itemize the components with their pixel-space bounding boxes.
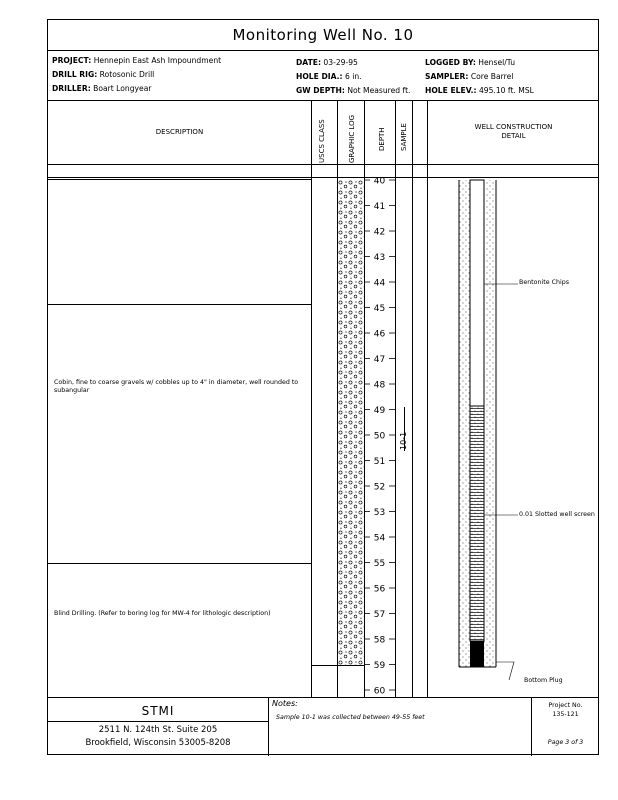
depth-tick-label: 43 <box>373 252 386 263</box>
depth-tick-label: 51 <box>373 456 386 467</box>
notes-text: Sample 10-1 was collected between 49-55 feet <box>276 714 425 721</box>
project-value: Hennepin East Ash Impoundment <box>93 56 222 65</box>
depth-tick-label: 53 <box>373 507 386 518</box>
drill-rig-value: Rotosonic Drill <box>99 70 155 79</box>
depth-tick-label: 56 <box>373 584 386 595</box>
well-log-sheet <box>47 19 599 755</box>
well-construction-header: WELL CONSTRUCTION DETAIL <box>474 123 553 140</box>
depth-tick-label: 54 <box>373 533 386 544</box>
project-row: PROJECT: Hennepin East Ash Impoundment <box>52 56 222 65</box>
depth-tick-label: 42 <box>373 227 386 238</box>
uscs-class-header: USCS CLASS <box>318 119 326 163</box>
annular-label: Bentonite Chips <box>519 279 570 286</box>
sample-id: 10-1 <box>399 431 408 450</box>
description-unit-2: Blind Drilling. (Refer to boring log for MW-4 for lithologic description) <box>54 610 271 617</box>
depth-tick-label: 46 <box>373 329 386 340</box>
depth-tick-label: 58 <box>373 635 386 646</box>
depth-tick-label: 52 <box>373 482 386 493</box>
page-title: Monitoring Well No. 10 <box>232 26 414 44</box>
project-no-value: 135-121 <box>552 711 579 718</box>
depth-tick-label: 44 <box>373 278 386 289</box>
depth-tick-label: 40 <box>373 176 386 187</box>
depth-tick-label: 55 <box>373 558 386 569</box>
hole-dia-value: 6 in. <box>344 72 362 81</box>
divider <box>48 697 598 698</box>
depth-tick-label: 45 <box>373 303 386 314</box>
depth-tick-label: 59 <box>373 660 386 671</box>
company-address-1: 2511 N. 124th St. Suite 205 <box>98 725 218 735</box>
depth-tick-label: 48 <box>373 380 386 391</box>
bottom-plug-label: Bottom Plug <box>524 677 563 684</box>
sample-header: SAMPLE <box>400 123 408 151</box>
sampler-row: SAMPLER: Core Barrel <box>425 72 514 81</box>
column-line <box>268 697 269 756</box>
log-graphics <box>48 20 600 756</box>
depth-tick-label: 60 <box>373 686 386 697</box>
company-address-2: Brookfield, Wisconsin 53005-8208 <box>85 738 231 748</box>
notes-label: Notes: <box>272 699 298 708</box>
screen-label: 0.01 Slotted well screen <box>519 511 595 518</box>
depth-axis <box>364 176 395 696</box>
gravel-pattern <box>338 180 364 665</box>
depth-tick-label: 41 <box>373 201 386 212</box>
depth-tick-label: 49 <box>373 405 386 416</box>
logged-by-row: LOGGED BY: Hensel/Tu <box>425 58 516 67</box>
project-no-label: Project No. <box>548 702 583 709</box>
drill-rig-row: DRILL RIG: Rotosonic Drill <box>52 70 155 79</box>
gw-depth-value: Not Measured ft. <box>347 86 411 95</box>
description-header: DESCRIPTION <box>155 128 204 136</box>
divider <box>48 721 268 722</box>
depth-tick-label: 57 <box>373 609 386 620</box>
description-unit-1: Cobin, fine to coarse gravels w/ cobbles up to 4" in diameter, well rounded to subangular <box>54 379 299 394</box>
graphic-log-header: GRAPHIC LOG <box>348 114 356 163</box>
well-riser <box>470 180 484 406</box>
depth-header: DEPTH <box>378 127 386 151</box>
hole-elev-row: HOLE ELEV.: 495.10 ft. MSL <box>425 86 534 95</box>
gw-depth-row: GW DEPTH: Not Measured ft. <box>296 86 411 95</box>
well-screen <box>470 406 484 641</box>
date-value: 03-29-95 <box>323 58 358 67</box>
company-name: STMI <box>141 704 175 718</box>
sampler-value: Core Barrel <box>470 72 514 81</box>
depth-tick-label: 47 <box>373 354 386 365</box>
page-number: Page 3 of 3 <box>547 739 584 746</box>
hole-elev-value: 495.10 ft. MSL <box>478 86 534 95</box>
driller-value: Boart Longyear <box>93 84 152 93</box>
logged-by-value: Hensel/Tu <box>478 58 516 67</box>
bottom-plug <box>470 641 484 667</box>
driller-row: DRILLER: Boart Longyear <box>52 84 152 93</box>
hole-dia-row: HOLE DIA.: 6 in. <box>296 72 362 81</box>
date-row: DATE: 03-29-95 <box>296 58 358 67</box>
depth-tick-label: 50 <box>373 431 386 442</box>
